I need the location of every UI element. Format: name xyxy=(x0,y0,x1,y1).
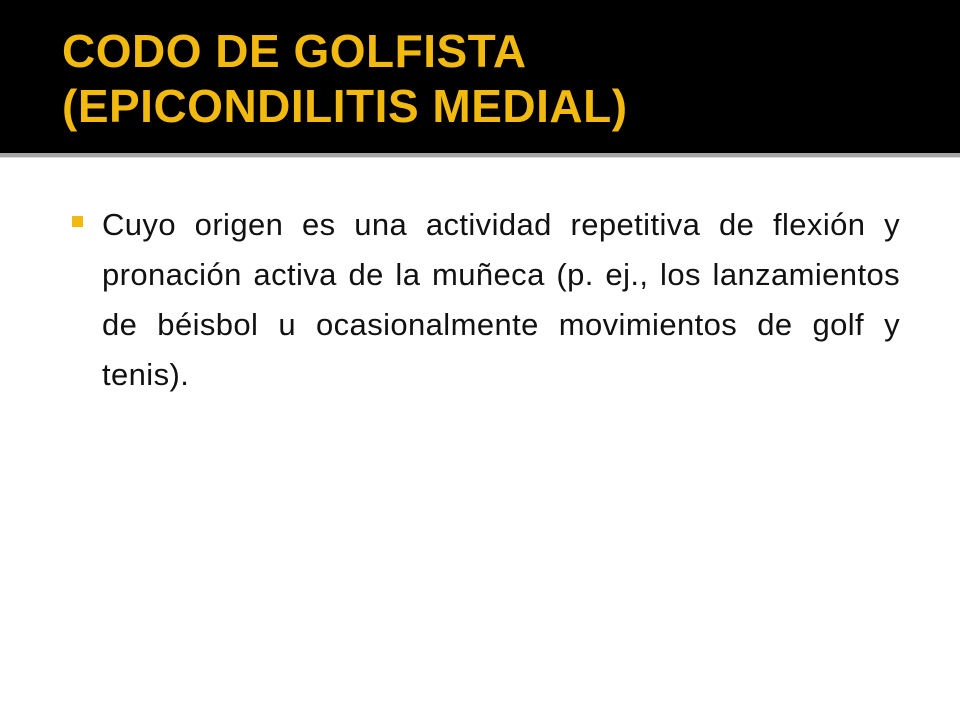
title-divider-thin xyxy=(0,157,960,158)
bullet-item xyxy=(62,200,900,400)
slide-title-line-1: CODO DE GOLFISTA xyxy=(62,25,527,77)
title-bar xyxy=(0,0,960,153)
square-bullet-icon xyxy=(72,216,83,227)
bullet-text: Cuyo origen es una actividad repetitiva de flexión y pronación activa de la muñeca (p. ej., los lanzamientos de béisbol u ocasionalmente movimientos de golf y tenis). xyxy=(102,207,900,392)
slide-title xyxy=(62,24,942,134)
content-area xyxy=(62,200,900,400)
slide-title-line-2: (EPICONDILITIS MEDIAL) xyxy=(62,80,628,132)
